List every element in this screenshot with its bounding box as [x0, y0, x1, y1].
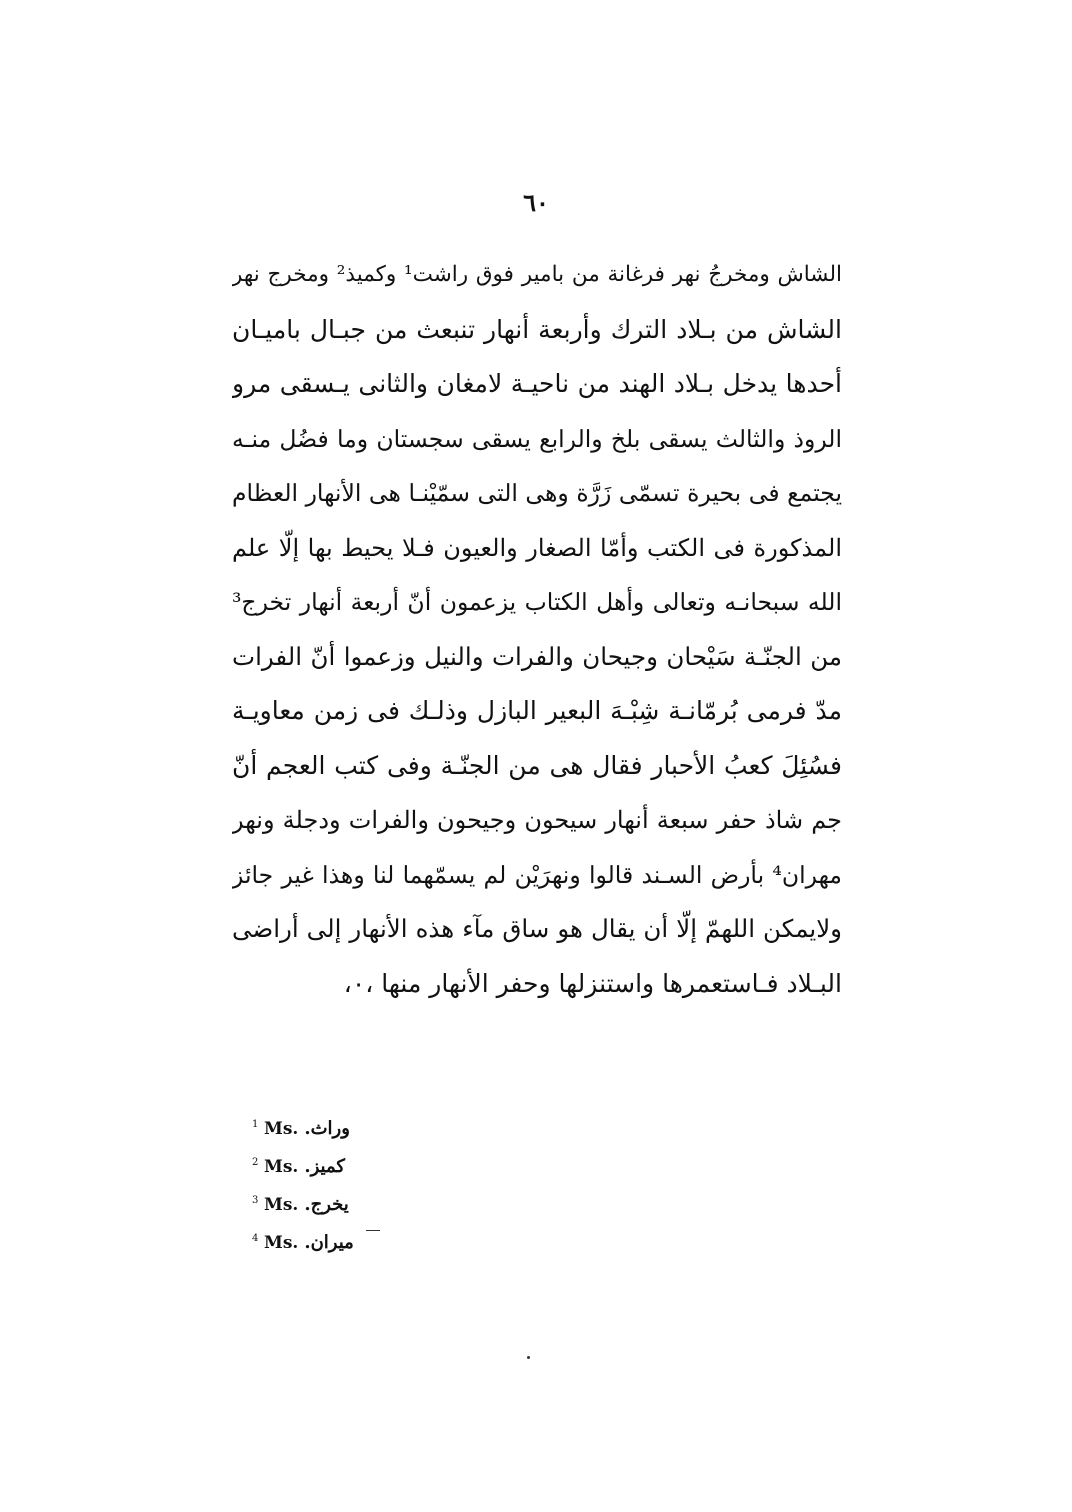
text-line: المذكورة فى الكتب وأمّا الصغار والعيون فـلا يحيط بها إلّا علم [232, 533, 842, 562]
footnote-ms: Ms. [264, 1157, 299, 1177]
scan-mark [366, 1230, 380, 1231]
text-line: الشاش ومخرجُ نهر فرغانة من بامير فوق راشت¹ وكميذ² ومخرج نهر [232, 262, 842, 287]
footnote-word: وراث. [304, 1118, 350, 1139]
text-line: الروذ والثالث يسقى بلخ والرابع يسقى سجستان وما فضُل منـه [232, 424, 842, 453]
footnote-word: يخرج. [304, 1194, 349, 1215]
text-line: جم شاذ حفر سبعة أنهار سيحون وجيحون والفرات ودجلة ونهر [232, 806, 842, 834]
footnote-word: كميز. [304, 1156, 345, 1177]
text-line: مدّ فرمى بُرمّانـة شِبْـهَ البعير البازل وذلـك فى زمن معاويـة [232, 696, 842, 725]
footnote-ms: Ms. [264, 1119, 299, 1139]
footnotes [252, 1110, 552, 1262]
text-line: فسُئِلَ كعبُ الأحبار فقال هى من الجنّـة وفى كتب العجم أنّ [232, 750, 842, 780]
scan-dot [527, 1356, 530, 1359]
text-line: ولايمكن اللهمّ إلّا أن يقال هو ساق مآء هذه الأنهار إلى أراضى [232, 914, 842, 943]
body-text [232, 248, 842, 1011]
footnote-ms: Ms. [264, 1195, 299, 1215]
footnote: 1 Ms. وراث. [252, 1118, 350, 1139]
text-line: يجتمع فى بحيرة تسمّى زَرَّة وهى التى سمّيْنـا هى الأنهار العظام [232, 479, 842, 507]
text-line: الشاش من بـلاد الترك وأربعة أنهار تنبعث من جبـال باميـان [232, 314, 842, 344]
footnote: 4 Ms. ميران. [252, 1232, 354, 1253]
text-line: من الجنّـة سَيْحان وجيحان والفرات والنيل وزعموا أنّ الفرات [232, 641, 842, 671]
footnote-word: ميران. [304, 1232, 354, 1253]
page-number: ٦٠ [523, 188, 549, 217]
text-line-last: البـلاد فـاستعمرها واستنزلها وحفر الأنهار منها ،۰، [343, 968, 842, 998]
text-line: أحدها يدخل بـلاد الهند من ناحيـة لامغان والثانى يـسقى مرو [232, 369, 842, 398]
footnote-ms: Ms. [264, 1233, 299, 1253]
footnote: 2 Ms. كميز. [252, 1156, 345, 1177]
footnote: 3 Ms. يخرج. [252, 1194, 349, 1215]
text-line: مهران⁴ بأرض السـند قالوا ونهرَيْن لم يسمّهما لنا وهذا غير جائز [232, 860, 842, 889]
text-line: الله سبحانـه وتعالى وأهل الكتاب يزعمون أنّ أربعة أنهار تخرج³ [232, 588, 842, 616]
